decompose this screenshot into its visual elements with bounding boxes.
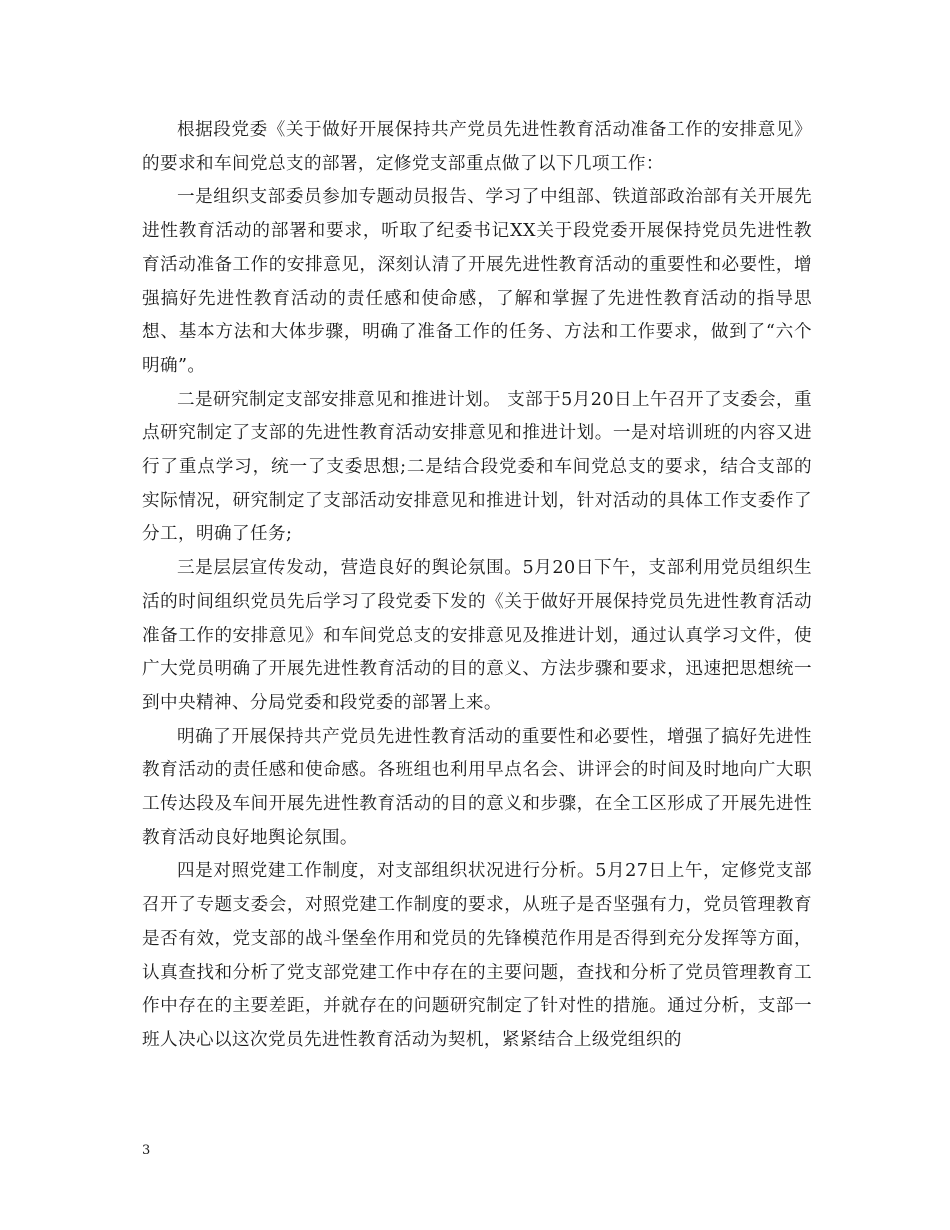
paragraph-item-two: 二是研究制定支部安排意见和推进计划。 支部于5月20日上午召开了支委会，重点研究制定了支部的先进性教育活动安排意见和推进计划。一是对培训班的内容又进行了重点学习，统一了支委思想;二是结合段党委和车间党总支的要求，结合支部的实际情况，研究制定了支部活动安排意见和推进计划，针对活动的具体工作支委作了分工，明确了任务; <box>142 389 812 545</box>
paragraph-item-three-continued: 明确了开展保持共产党员先进性教育活动的重要性和必要性，增强了搞好先进性教育活动的责任感和使命感。各班组也利用早点名会、讲评会的时间及时地向广大职工传达段及车间开展先进性教育活动的目的意义和步骤，在全工区形成了开展先进性教育活动良好地舆论氛围。 <box>142 726 812 848</box>
page-number: 3 <box>142 1143 151 1158</box>
document-body <box>142 114 812 1058</box>
paragraph-intro: 根据段党委《关于做好开展保持共产党员先进性教育活动准备工作的安排意见》的要求和车间党总支的部署，定修党支部重点做了以下几项工作： <box>142 120 812 174</box>
paragraph-item-one: 一是组织支部委员参加专题动员报告、学习了中组部、铁道部政治部有关开展先进性教育活动的部署和要求，听取了纪委书记XX关于段党委开展保持党员先进性教育活动准备工作的安排意见，深刻认清了开展先进性教育活动的重要性和必要性，增强搞好先进性教育活动的责任感和使命感，了解和掌握了先进性教育活动的指导思想、基本方法和大体步骤，明确了准备工作的任务、方法和工作要求，做到了“六个明确”。 <box>142 187 812 376</box>
paragraph-item-four: 四是对照党建工作制度，对支部组织状况进行分析。5月27日上午，定修党支部召开了专题支委会，对照党建工作制度的要求，从班子是否坚强有力，党员管理教育是否有效，党支部的战斗堡垒作用和党员的先锋模范作用是否得到充分发挥等方面，认真查找和分析了党支部党建工作中存在的主要问题，查找和分析了党员管理教育工作中存在的主要差距，并就存在的问题研究制定了针对性的措施。通过分析，支部一班人决心以这次党员先进性教育活动为契机，紧紧结合上级党组织的 <box>142 861 812 1050</box>
paragraph-item-three: 三是层层宣传发动，营造良好的舆论氛围。5月20日下午，支部利用党员组织生活的时间组织党员先后学习了段党委下发的《关于做好开展保持党员先进性教育活动准备工作的安排意见》和车间党总支的安排意见及推进计划，通过认真学习文件，使广大党员明确了开展先进性教育活动的目的意义、方法步骤和要求，迅速把思想统一到中央精神、分局党委和段党委的部署上来。 <box>142 558 812 713</box>
